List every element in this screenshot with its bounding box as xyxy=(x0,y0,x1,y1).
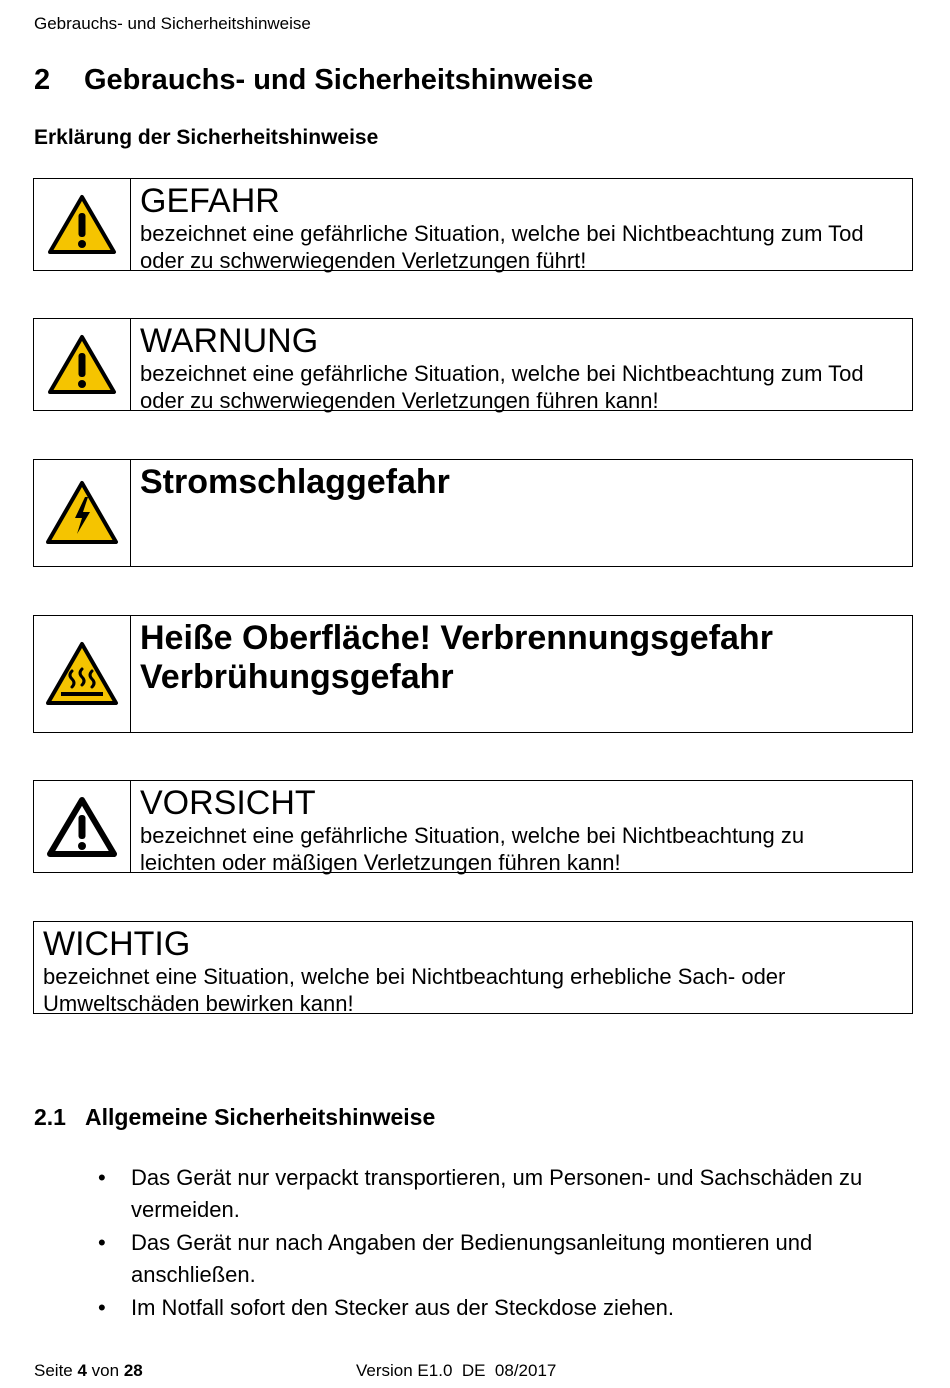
bullet-icon: • xyxy=(98,1295,106,1320)
explanation-heading: Erklärung der Sicherheitshinweise xyxy=(34,126,379,149)
signal-box-vorsicht xyxy=(33,780,913,873)
list-item xyxy=(96,1227,906,1291)
page-total: 28 xyxy=(123,1361,143,1380)
chapter-title: Gebrauchs- und Sicherheitshinweise xyxy=(84,64,594,96)
signal-title-heiss-line1: Heiße Oberfläche! Verbrennungsgefahr xyxy=(140,619,773,657)
signal-desc-gefahr-line2: oder zu schwerwiegenden Verletzungen führt! xyxy=(140,248,587,273)
list-item-line1: Das Gerät nur verpackt transportieren, um Personen- und Sachschäden zu xyxy=(131,1165,863,1190)
section-title: Allgemeine Sicherheitshinweise xyxy=(85,1104,436,1130)
list-item xyxy=(96,1162,906,1226)
warning-triangle-outline-icon xyxy=(34,781,131,872)
signal-box-gefahr xyxy=(33,178,913,271)
signal-title-stromschlag: Stromschlaggefahr xyxy=(140,463,450,501)
safety-bullet-list xyxy=(96,1162,906,1325)
page-mid: von xyxy=(86,1361,124,1380)
signal-title-wichtig: WICHTIG xyxy=(43,925,191,963)
signal-desc-wichtig-line2: Umweltschäden bewirken kann! xyxy=(43,991,354,1016)
bullet-icon: • xyxy=(98,1230,106,1255)
version-info: Version E1.0 DE 08/2017 xyxy=(356,1361,557,1380)
list-item-line1: Im Notfall sofort den Stecker aus der Steckdose ziehen. xyxy=(131,1295,674,1320)
signal-title-gefahr: GEFAHR xyxy=(140,182,280,220)
signal-desc-wichtig-line1: bezeichnet eine Situation, welche bei Nichtbeachtung erhebliche Sach- oder xyxy=(43,964,786,989)
section-heading xyxy=(34,1104,435,1131)
signal-title-warnung: WARNUNG xyxy=(140,322,319,360)
hot-surface-icon xyxy=(34,616,131,732)
chapter-heading xyxy=(34,64,593,97)
electric-shock-icon xyxy=(34,460,131,566)
page-current: 4 xyxy=(77,1361,87,1380)
warning-triangle-icon xyxy=(34,319,131,410)
list-item xyxy=(96,1292,906,1324)
signal-desc-warnung-line2: oder zu schwerwiegenden Verletzungen führen kann! xyxy=(140,388,659,413)
warning-triangle-icon xyxy=(34,179,131,270)
signal-box-warnung xyxy=(33,318,913,411)
list-item-line2: anschließen. xyxy=(131,1262,256,1287)
page-number xyxy=(34,1361,143,1381)
signal-desc-vorsicht-line2: leichten oder mäßigen Verletzungen führen kann! xyxy=(140,850,621,875)
signal-desc-gefahr-line1: bezeichnet eine gefährliche Situation, welche bei Nichtbeachtung zum Tod xyxy=(140,221,864,246)
signal-desc-warnung-line1: bezeichnet eine gefährliche Situation, welche bei Nichtbeachtung zum Tod xyxy=(140,361,864,386)
signal-desc-vorsicht-line1: bezeichnet eine gefährliche Situation, welche bei Nichtbeachtung zu xyxy=(140,823,805,848)
running-header: Gebrauchs- und Sicherheitshinweise xyxy=(34,14,311,33)
page-prefix: Seite xyxy=(34,1361,78,1380)
chapter-number: 2 xyxy=(34,64,51,96)
signal-box-wichtig xyxy=(33,921,913,1014)
signal-title-vorsicht: VORSICHT xyxy=(140,784,316,822)
list-item-line1: Das Gerät nur nach Angaben der Bedienungsanleitung montieren und xyxy=(131,1230,813,1255)
list-item-line2: vermeiden. xyxy=(131,1197,240,1222)
section-number: 2.1 xyxy=(34,1104,66,1130)
signal-box-heisse-oberflaeche xyxy=(33,615,913,733)
signal-title-heiss-line2: Verbrühungsgefahr xyxy=(140,658,454,696)
signal-box-stromschlag xyxy=(33,459,913,567)
bullet-icon: • xyxy=(98,1165,106,1190)
